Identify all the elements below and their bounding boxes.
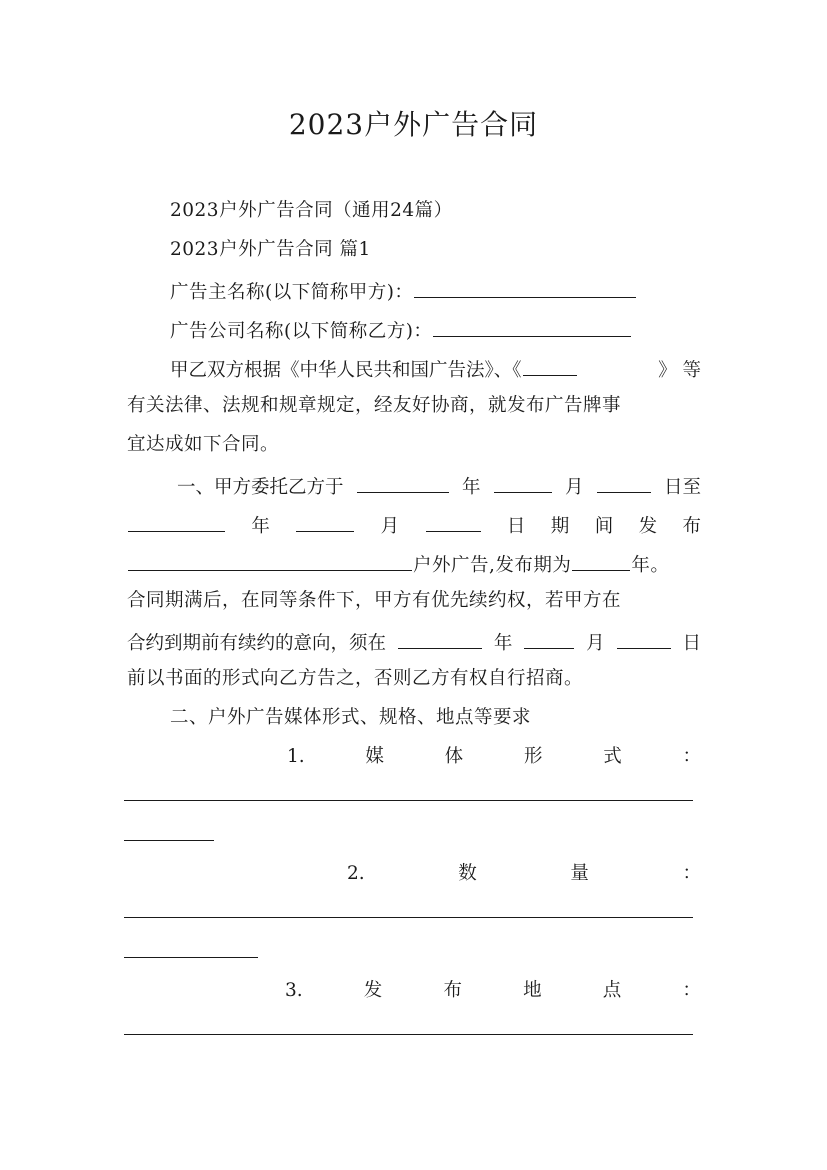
item-quantity: 2. 数 量 ： <box>347 863 701 884</box>
paragraph-line: 宜达成如下合同。 <box>127 434 280 455</box>
ad-content-blank <box>128 550 412 571</box>
clause-line: 合同期满后，在同等条件下，甲方有优先续约权，若甲方在 <box>127 590 622 611</box>
paragraph-line: 甲乙双方根据《中华人民共和国广告法》、《 》 等 <box>127 355 701 383</box>
renew-year-blank <box>398 628 482 649</box>
party-a-line: 广告主名称(以下简称甲方)： <box>170 277 744 305</box>
item-media-form: 1. 媒 体 形 式 ： <box>287 746 701 767</box>
party-b-line: 广告公司名称(以下简称乙方)： <box>170 316 744 344</box>
section-heading: 二、户外广告媒体形式、规格、地点等要求 <box>170 707 532 728</box>
fill-line <box>124 800 693 801</box>
clause-line: 前以书面的形式向乙方告之，否则乙方有权自行招商。 <box>127 668 584 689</box>
start-year-blank <box>357 472 449 493</box>
clause-line: 户外广告,发布期为 年。 <box>127 550 701 578</box>
fill-line <box>124 1034 693 1035</box>
start-month-blank <box>494 472 552 493</box>
renew-month-blank <box>524 628 574 649</box>
period-blank <box>572 550 630 571</box>
clause-line: 一、甲方委托乙方于 年 月 日至 <box>127 472 701 500</box>
item-location: 3. 发 布 地 点 ： <box>285 980 701 1001</box>
end-day-blank <box>426 511 481 532</box>
paragraph-line: 有关法律、法规和规章规定，经友好协商，就发布广告牌事 <box>127 395 622 416</box>
subtitle-line: 2023户外广告合同（通用24篇） <box>170 200 453 221</box>
start-day-blank <box>597 472 651 493</box>
clause-line: 年 月 日 期 间 发 布 <box>127 511 701 539</box>
document-title: 2023户外广告合同 <box>288 108 539 141</box>
fill-line <box>124 917 693 918</box>
end-month-blank <box>296 511 354 532</box>
fill-line <box>124 957 258 958</box>
party-b-blank <box>433 316 631 337</box>
party-a-blank <box>414 277 636 298</box>
clause-line: 合约到期前有续约的意向，须在 年 月 日 <box>127 628 701 656</box>
renew-day-blank <box>617 628 671 649</box>
section-heading: 2023户外广告合同 篇1 <box>170 239 371 260</box>
fill-line <box>124 840 214 841</box>
law-name-blank <box>523 355 577 376</box>
end-year-blank <box>128 511 225 532</box>
